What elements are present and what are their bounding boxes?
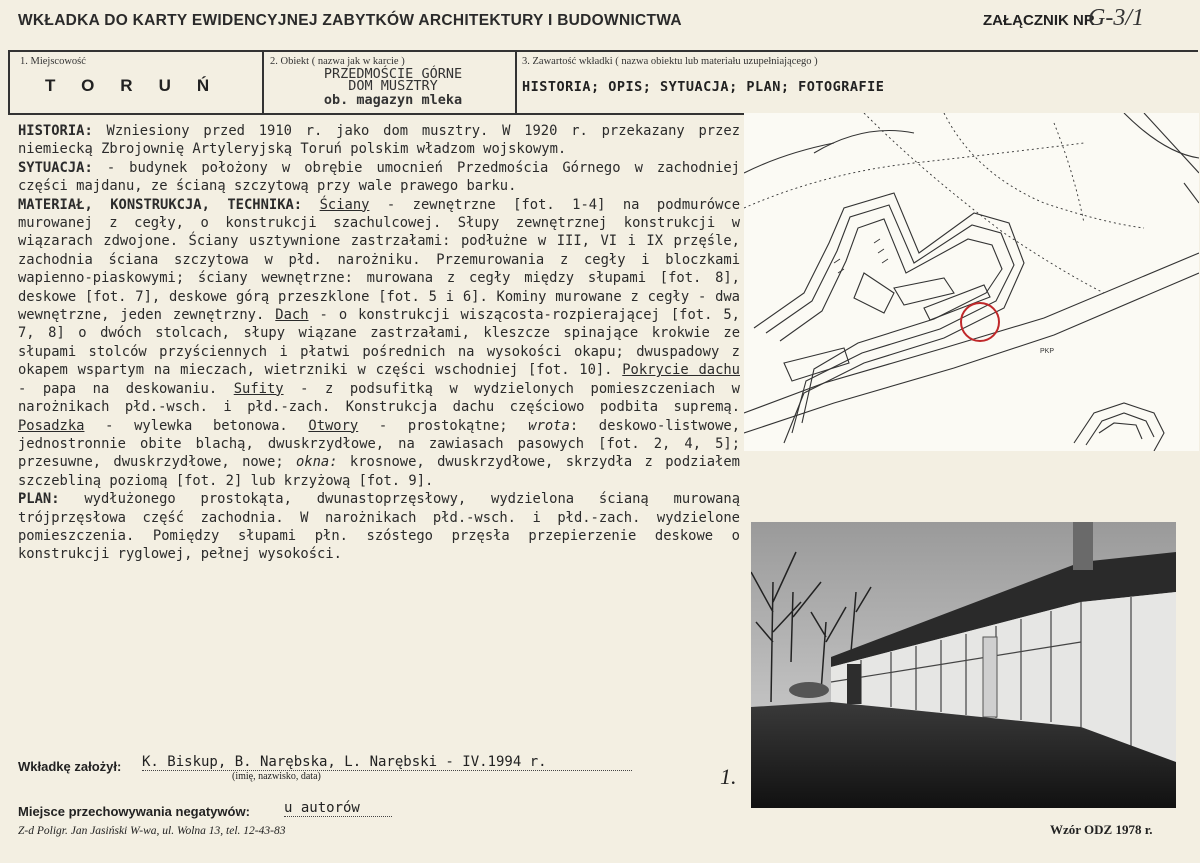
sciany-heading: Ściany xyxy=(319,196,370,213)
material-body-2: - o konstrukcji wiszącosta-rozpierającej [fot. 5, 7, 8] o dwóch stolcach, słupy wiązane zastrzałami, kleszcze spinające krokwie ze słupami stolców przyściennych i płatwi pośrednich na wysokości okapu; dwuspadowy z okapem wspartym na mieczach, wietrzniki w części wschodniej [fot. 10]. xyxy=(18,307,740,379)
otwory-heading: Otwory xyxy=(308,417,359,434)
material-body-6: - prostokątne; xyxy=(358,417,529,434)
plan-paragraph xyxy=(18,490,740,564)
contents-label: 3. Zawartość wkładki ( nazwa obiektu lub materiału uzupełniającego ) xyxy=(522,56,818,67)
material-paragraph xyxy=(18,196,740,491)
field-divider-2 xyxy=(515,50,517,113)
map-drawing xyxy=(744,113,1199,451)
sytuacja-paragraph xyxy=(18,159,740,196)
map-label-pkp: PKP xyxy=(1040,348,1055,355)
material-body-4: - z podsufitką w wydzielonych pomieszczeniach w narożnikach płd.-wsch. i płd.-zach. Konstrukcja dachu częściowo podbita supremą. xyxy=(18,380,740,416)
storage-value: u autorów xyxy=(284,800,392,817)
field-left-edge xyxy=(8,50,10,113)
historia-paragraph xyxy=(18,122,740,159)
place-label: 1. Miejscowość xyxy=(20,56,86,67)
historia-body: Wzniesiony przed 1910 r. jako dom musztry. W 1920 r. przekazany przez niemiecką Zbrojownię Artyleryjską Toruń polskim władzom wojskowym. xyxy=(18,123,740,158)
sytuacja-heading: SYTUACJA: xyxy=(18,159,93,176)
place-value: TORUŃ xyxy=(45,76,236,95)
form-title: WKŁADKA DO KARTY EWIDENCYJNEJ ZABYTKÓW ARCHITEKTURY I BUDOWNICTWA xyxy=(18,12,682,29)
plan-body: wydłużonego prostokąta, dwunastoprzęsłowy, wydzielona ścianą murowaną trójprzęsłowa część zachodnia. W narożnikach płd.-wsch. i płd.-zach. wydzielone pomieszczenia. Pomiędzy słupami płn. szóstego przęsła przepierzenie deskowe o konstrukcji ryglowej, pełnej wysokości. xyxy=(18,491,740,563)
posadzka-heading: Posadzka xyxy=(18,417,85,434)
material-heading: MATERIAŁ, KONSTRUKCJA, TECHNIKA: xyxy=(18,196,303,213)
material-body-3: - papa na deskowaniu. xyxy=(18,380,234,397)
object-label: 2. Obiekt ( nazwa jak w karcie ) xyxy=(270,56,405,67)
storage-label: Miejsce przechowywania negatywów: xyxy=(18,804,250,819)
plan-heading: PLAN: xyxy=(18,491,60,508)
material-body-5: - wylewka betonowa. xyxy=(84,417,309,434)
sytuacja-body: - budynek położony w obrębie umocnień Przedmościa Górnego w zachodniej części majdanu, ze ścianą szczytową przy wale prawego barku. xyxy=(18,159,740,195)
situation-map xyxy=(744,113,1199,451)
material-body-1: - zewnętrzne [fot. 1-4] na podmurówce murowanej z cegły, o konstrukcji szachulcowej. Słupy zewnętrznej konstrukcji w wiązarach zdwojone. Ściany usztywnione zastrzałami: podłużne w III, VI i IX przęśle, zachodnia ściana szczytowa w płd. narożniku. Przemurowania z cegły i bloczkami wapienno-piaskowymi; ściany wewnętrzne: murowana z cegły między słupami [fot. 8], deskowe [fot. 7], deskowe górą przeszklone [fot. 5 i 6]. Kominy murowane z cegły - dwa wewnętrzne, jeden zewnętrzny. xyxy=(18,196,740,324)
founder-hint: (imię, nazwisko, data) xyxy=(232,771,321,782)
header-top-line xyxy=(8,50,1198,52)
photo-drawing xyxy=(751,522,1176,808)
sufity-heading: Sufity xyxy=(233,380,284,397)
historia-heading: HISTORIA: xyxy=(18,123,93,139)
founder-value: K. Biskup, B. Narębska, L. Narębski - IV.1994 r. xyxy=(142,754,632,771)
attachment-number: G-3/1 xyxy=(1088,5,1144,31)
form-model: Wzór ODZ 1978 r. xyxy=(1050,822,1153,837)
object-name-line1: PRZEDMOŚCIE GÓRNE xyxy=(323,66,463,82)
wrota-heading: wrota xyxy=(528,417,570,434)
field-divider-1 xyxy=(262,50,264,113)
contents-value: HISTORIA; OPIS; SYTUACJA; PLAN; FOTOGRAFIE xyxy=(522,79,885,95)
material-body-8: krosnowe, dwuskrzydłowe, skrzydła z podziałem szczebliną poziomą [fot. 2] lub krzyżową [fot. 9]. xyxy=(18,454,740,489)
okna-heading: okna: xyxy=(296,454,338,471)
dach-heading: Dach xyxy=(275,307,309,324)
attachment-label: ZAŁĄCZNIK NR xyxy=(983,12,1095,29)
description-text xyxy=(18,122,740,564)
photo-number: 1. xyxy=(720,764,737,789)
founder-label: Wkładkę założył: xyxy=(18,759,122,774)
building-photo xyxy=(751,522,1176,808)
object-name-line2: DOM MUSZTRY xyxy=(348,78,438,94)
pokrycie-heading: Pokrycie dachu xyxy=(622,362,740,379)
printer-info: Z-d Poligr. Jan Jasiński W-wa, ul. Wolna 13, tel. 12-43-83 xyxy=(18,825,286,837)
object-name-line3: ob. magazyn mleka xyxy=(323,92,463,108)
material-body-7: : deskowo-listwowe, jednostronnie obite blachą, dwuskrzydłowe, na zawiasach pasowych [fot. 2, 4, 5]; przesuwne, dwuskrzydłowe, nowe; xyxy=(18,417,741,471)
